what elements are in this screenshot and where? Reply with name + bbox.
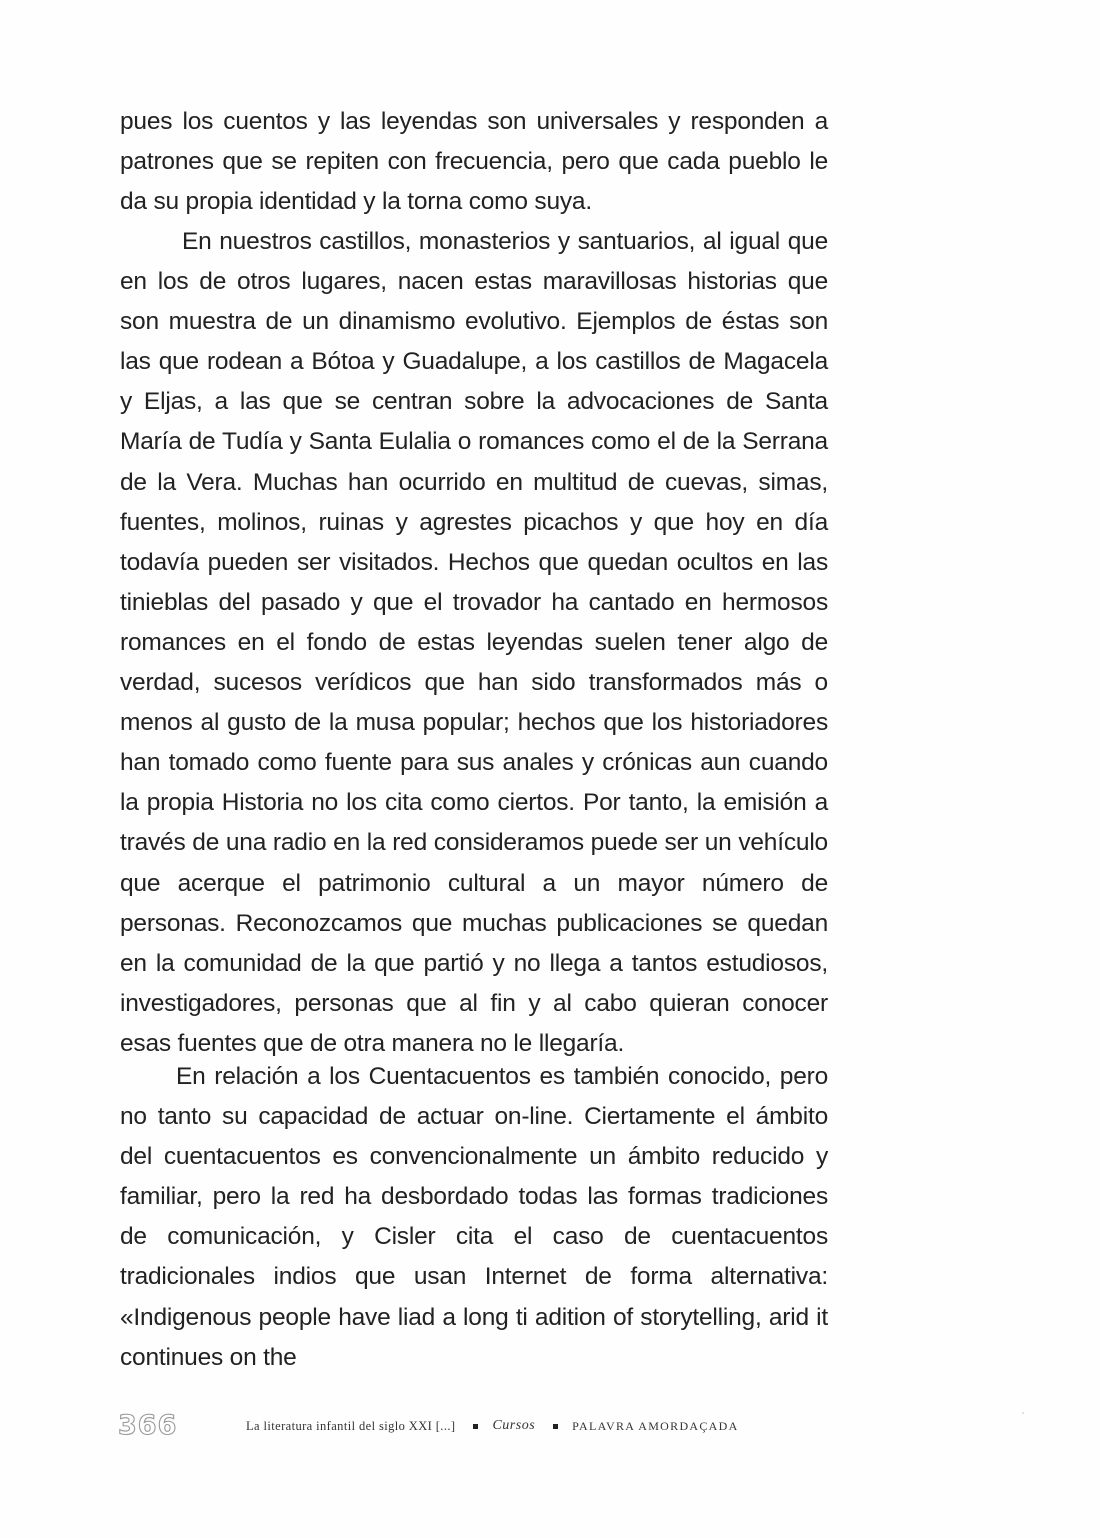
paragraph-legends: [120, 222, 828, 1064]
series-name: PALAVRA AMORDAÇADA: [572, 1418, 739, 1433]
paragraph-text: pues los cuentos y las leyendas son universales y responden a patrones que se repiten con frecuencia, pero que cada pueblo le da su propia identidad y la torna como suya.: [120, 108, 828, 216]
page-number: 366: [118, 1410, 178, 1441]
paragraph-text: En nuestros castillos, monasterios y santuarios, al igual que en los de otros lugares, nacen estas maravillosas historias que son muestra de un dinamismo evolutivo. Ejemplos de éstas son las que rodean a Bótoa y Guadalupe, a los castillos de Magacela y Eljas, a las que se centran sobre la advocaciones de Santa María de Tudía y Santa Eulalia o romances como el de la Serrana de la Vera. Muchas han ocurrido en multitud de cuevas, simas, fuentes, molinos, ruinas y agrestes picachos y que hoy en día todavía pueden ser visitados. Hechos que quedan ocultos en las tinieblas del pasado y que el trovador ha cantado en hermosos romances en el fondo de estas leyendas suelen tener algo de verdad, sucesos verídicos que han sido transformados más o menos al gusto de la musa popular; hechos que los historiadores han tomado como fuente para sus anales y crónicas aun cuando la propia Historia no los cita como ciertos. Por tanto, la emisión a través de una radio en la red consideramos puede ser un vehículo que acerque el patrimonio cultural a un mayor número de personas. Reconozcamos que muchas publicaciones se quedan en la comunidad de la que partió y no llega a tantos estudiosos, investigadores, personas que al fin y al cabo quieran conocer esas fuentes que de otra manera no le llegaría.: [120, 228, 828, 1057]
paragraph-text: En relación a los Cuentacuentos es también conocido, pero no tanto su capacidad de actuar on-line. Ciertamente el ámbito del cuentacuentos es convencionalmente un ámbito reducido y familiar, pero la red ha desbordado todas las formas tradiciones de comunicación, y Cisler cita el caso de cuentacuentos tradicionales indios que usan Internet de forma alternativa: «Indigenous people have liad a long ti adition of storytelling, arid it continues on the: [120, 1063, 828, 1371]
page-footer: [118, 1410, 828, 1446]
paragraph-cuentacuentos: [120, 1057, 828, 1378]
running-footer: [246, 1418, 739, 1434]
square-bullet-icon: [473, 1424, 478, 1429]
scan-speck: [1022, 1412, 1024, 1414]
square-bullet-icon: [553, 1424, 558, 1429]
paragraph-continuation: [120, 102, 828, 222]
section-name: Cursos: [492, 1418, 536, 1433]
book-title: La literatura infantil del siglo XXI [...]: [246, 1418, 456, 1433]
